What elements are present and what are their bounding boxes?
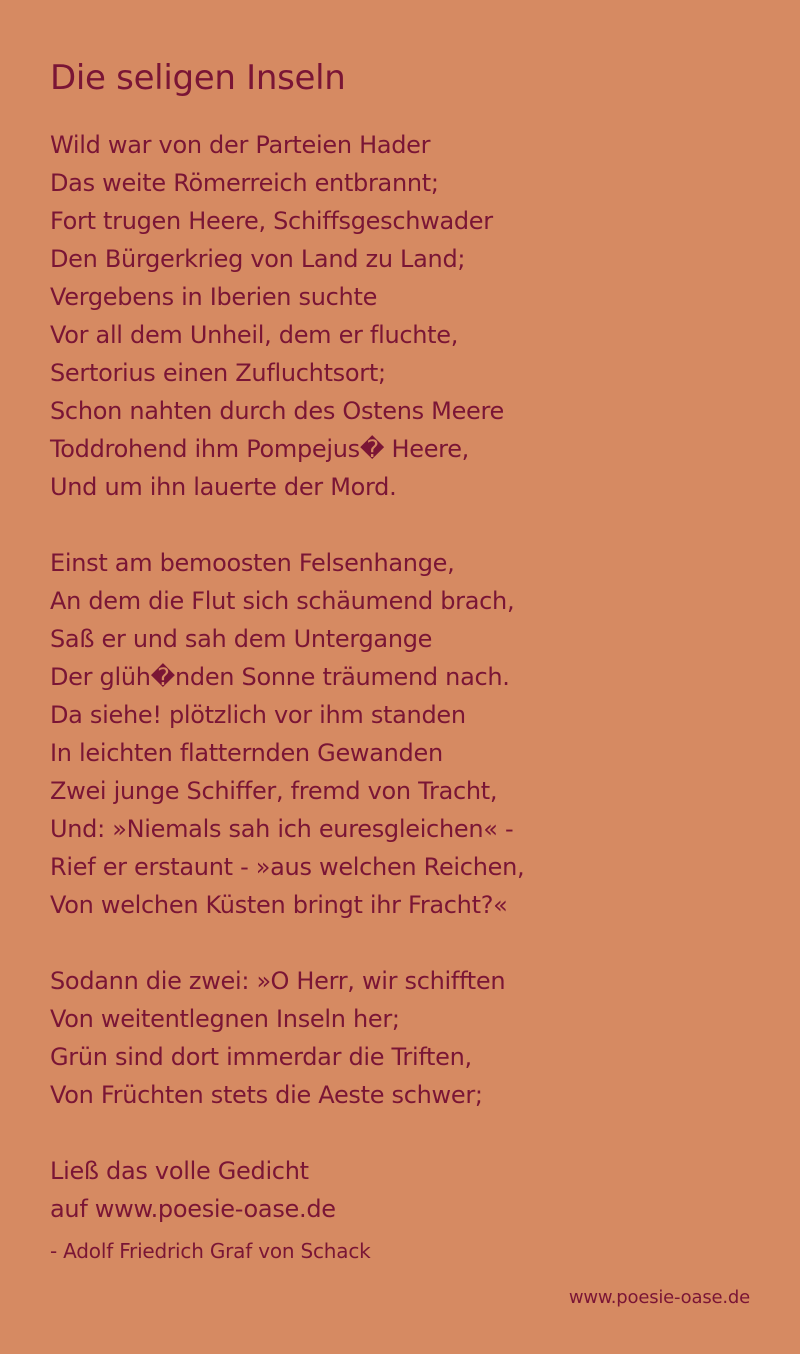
verse-line: Und um ihn lauerte der Mord. <box>50 473 397 501</box>
read-more-line: Ließ das volle Gedicht <box>50 1157 309 1185</box>
verse-line: Grün sind dort immerdar die Triften, <box>50 1043 472 1071</box>
verse-line: Sodann die zwei: »O Herr, wir schifften <box>50 967 506 995</box>
verse-line: Vor all dem Unheil, dem er fluchte, <box>50 321 459 349</box>
verse-line: Fort trugen Heere, Schiffsgeschwader <box>50 207 493 235</box>
verse-line: Wild war von der Parteien Hader <box>50 131 431 159</box>
verse-line: Saß er und sah dem Untergange <box>50 625 433 653</box>
verse-line: Rief er erstaunt - »aus welchen Reichen, <box>50 853 525 881</box>
verse-line: Zwei junge Schiffer, fremd von Tracht, <box>50 777 498 805</box>
verse-line: Der glüh�nden Sonne träumend nach. <box>50 663 510 691</box>
verse-line: Das weite Römerreich entbrannt; <box>50 169 439 197</box>
read-more-url: auf www.poesie-oase.de <box>50 1195 336 1223</box>
poem-container <box>50 52 770 1266</box>
verse-line: Von Früchten stets die Aeste schwer; <box>50 1081 483 1109</box>
stanza-1 <box>50 126 770 506</box>
verse-line: In leichten flatternden Gewanden <box>50 739 443 767</box>
verse-line: Von welchen Küsten bringt ihr Fracht?« <box>50 891 508 919</box>
verse-line: An dem die Flut sich schäumend brach, <box>50 587 515 615</box>
verse-line: Schon nahten durch des Ostens Meere <box>50 397 505 425</box>
poem-title: Die seligen Inseln <box>50 58 346 98</box>
site-watermark: www.poesie-oase.de <box>568 1287 750 1308</box>
verse-line: Vergebens in Iberien suchte <box>50 283 378 311</box>
verse-line: Sertorius einen Zufluchtsort; <box>50 359 386 387</box>
verse-line: Einst am bemoosten Felsenhange, <box>50 549 455 577</box>
verse-line: Den Bürgerkrieg von Land zu Land; <box>50 245 466 273</box>
stanza-3 <box>50 962 770 1114</box>
verse-line: Da siehe! plötzlich vor ihm standen <box>50 701 466 729</box>
read-more-note <box>50 1152 770 1228</box>
verse-line: Und: »Niemals sah ich euresgleichen« - <box>50 815 514 843</box>
verse-line: Toddrohend ihm Pompejus� Heere, <box>50 435 470 463</box>
poem-author: - Adolf Friedrich Graf von Schack <box>50 1239 371 1263</box>
stanza-2 <box>50 544 770 924</box>
verse-line: Von weitentlegnen Inseln her; <box>50 1005 400 1033</box>
